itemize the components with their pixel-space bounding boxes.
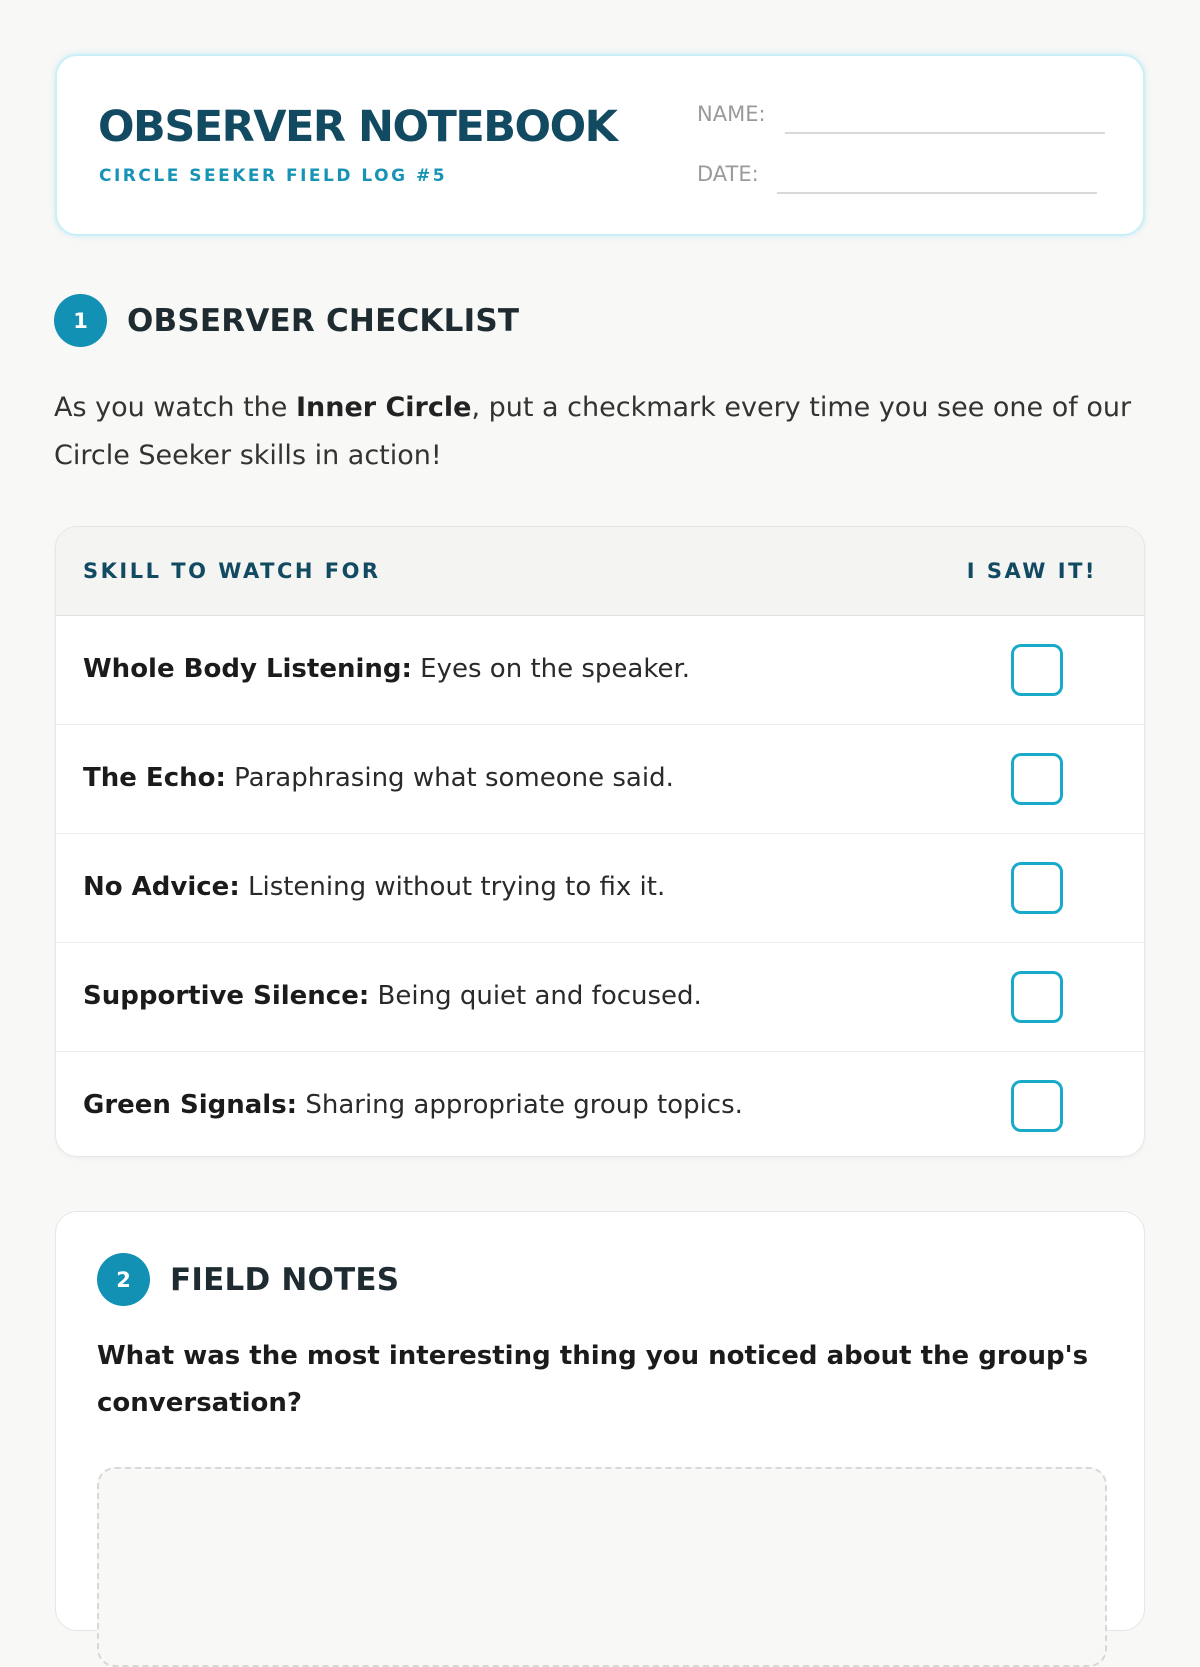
checklist-row	[56, 1052, 1144, 1157]
skill-name: Supportive Silence:	[83, 981, 370, 1011]
name-label: NAME:	[697, 102, 766, 126]
skill-description: Paraphrasing what someone said.	[225, 763, 674, 793]
section-1-heading	[54, 294, 519, 347]
section-1-title: OBSERVER CHECKLIST	[127, 302, 520, 339]
date-label: DATE:	[697, 162, 759, 186]
saw-it-checkbox[interactable]	[1011, 1080, 1063, 1132]
skill-description: Sharing appropriate group topics.	[297, 1090, 743, 1120]
checklist-row	[56, 725, 1144, 834]
checklist-row	[56, 616, 1144, 725]
column-header-saw-it: I SAW IT!	[966, 559, 1097, 583]
saw-it-checkbox[interactable]	[1011, 862, 1063, 914]
skill-description: Listening without trying to fix it.	[239, 872, 666, 902]
checklist-header-row	[56, 527, 1144, 616]
skill-name: Green Signals:	[83, 1090, 298, 1120]
checklist-row	[56, 943, 1144, 1052]
skill-text	[83, 763, 674, 793]
date-field[interactable]	[777, 192, 1097, 194]
name-field[interactable]	[785, 132, 1105, 134]
skill-name: Whole Body Listening:	[83, 654, 412, 684]
intro-text-end: , put a checkmark every time you see one of our Circle Seeker skills in action!	[54, 392, 1132, 471]
skill-text	[83, 981, 702, 1011]
skill-description: Being quiet and focused.	[369, 981, 702, 1011]
saw-it-checkbox[interactable]	[1011, 971, 1063, 1023]
skill-description: Eyes on the speaker.	[411, 654, 691, 684]
notebook-subtitle: CIRCLE SEEKER FIELD LOG #5	[99, 166, 448, 186]
notebook-title: OBSERVER NOTEBOOK	[98, 102, 617, 152]
checklist-instructions	[54, 384, 1164, 480]
observer-checklist-table	[55, 526, 1145, 1157]
skill-text	[83, 654, 690, 684]
skill-text	[83, 872, 665, 902]
column-header-skill: SKILL TO WATCH FOR	[83, 559, 381, 583]
section-2-heading	[97, 1253, 399, 1306]
skill-text	[83, 1090, 743, 1120]
field-notes-card	[55, 1211, 1145, 1631]
field-notes-question: What was the most interesting thing you noticed about the group's conversation?	[97, 1341, 1089, 1418]
section-2-title: FIELD NOTES	[170, 1261, 400, 1298]
step-number-1: 1	[54, 294, 107, 347]
field-notes-answer[interactable]	[97, 1467, 1107, 1667]
intro-highlight: Inner Circle	[295, 392, 472, 423]
saw-it-checkbox[interactable]	[1011, 753, 1063, 805]
skill-name: No Advice:	[83, 872, 240, 902]
notebook-header	[55, 54, 1145, 236]
intro-text-start: As you watch the	[54, 392, 296, 423]
checklist-row	[56, 834, 1144, 943]
saw-it-checkbox[interactable]	[1011, 644, 1063, 696]
step-number-2: 2	[97, 1253, 150, 1306]
skill-name: The Echo:	[83, 763, 226, 793]
